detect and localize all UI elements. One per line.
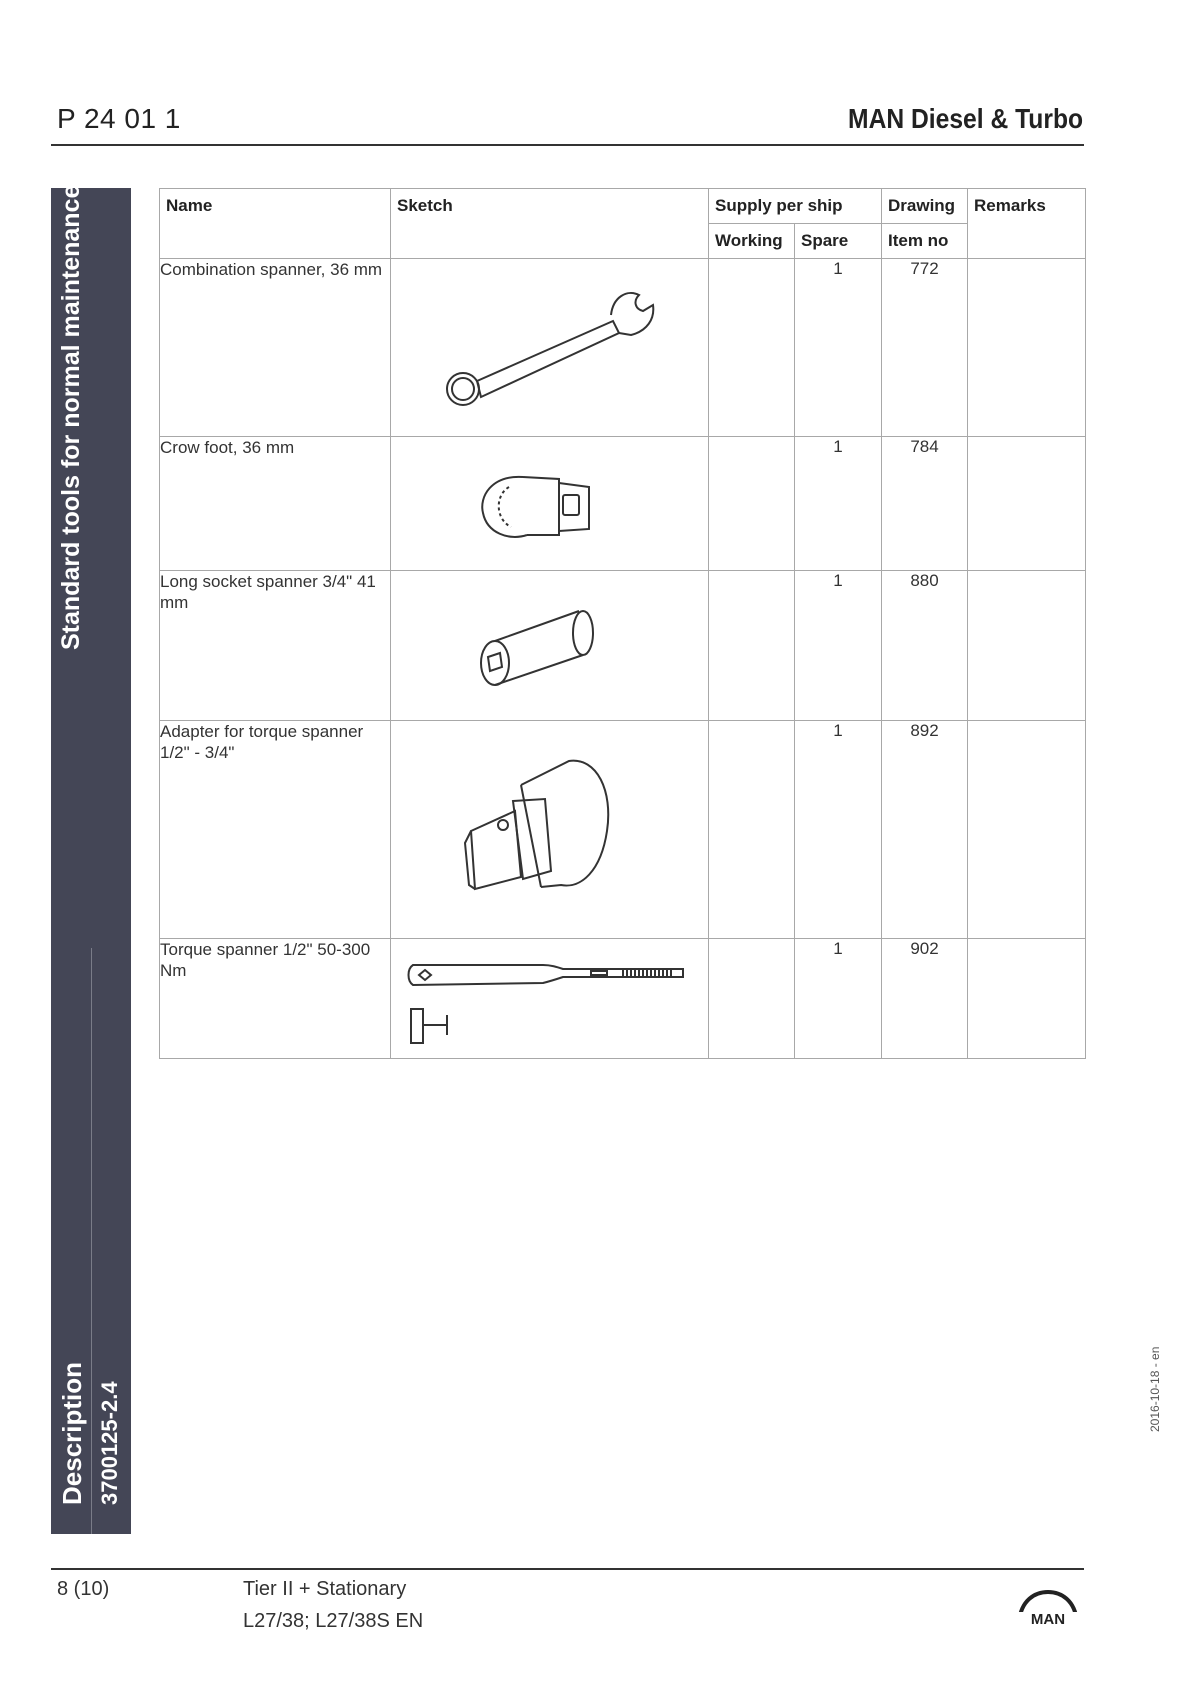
combination-spanner-icon	[391, 259, 709, 435]
spare-qty: 1	[795, 437, 882, 571]
footer-line-2: L27/38; L27/38S EN	[243, 1610, 424, 1632]
sidebar-divider	[91, 948, 92, 1534]
brand-name: MAN Diesel & Turbo	[847, 103, 1083, 134]
working-qty	[709, 721, 795, 939]
tool-name: Adapter for torque spanner 1/2" - 3/4"	[160, 721, 391, 939]
revision-date: 2016-10-18 - en	[1148, 1346, 1162, 1432]
tools-table	[159, 188, 1086, 1059]
document-code: P 24 01 1	[57, 103, 181, 134]
table-header-row	[160, 189, 1086, 224]
working-qty	[709, 571, 795, 721]
remarks	[968, 437, 1086, 571]
header-sketch: Sketch	[391, 189, 709, 259]
header-remarks: Remarks	[968, 189, 1086, 259]
working-qty	[709, 939, 795, 1059]
tool-sketch	[391, 939, 709, 1059]
tool-sketch	[391, 259, 709, 437]
table-row	[160, 721, 1086, 939]
header-rule	[51, 144, 1084, 146]
item-number: 784	[882, 437, 968, 571]
sidebar-section: Description	[57, 1361, 87, 1505]
crow-foot-icon	[391, 437, 709, 569]
man-logo-icon	[1015, 1588, 1081, 1628]
spare-qty: 1	[795, 571, 882, 721]
header-spare: Spare	[795, 224, 882, 259]
spare-qty: 1	[795, 939, 882, 1059]
tool-name: Combination spanner, 36 mm	[160, 259, 391, 437]
tool-name: Crow foot, 36 mm	[160, 437, 391, 571]
sidebar-title: Standard tools for normal maintenance	[57, 184, 85, 650]
adapter-icon	[391, 721, 709, 937]
long-socket-icon	[391, 571, 709, 719]
man-logo	[1015, 1588, 1081, 1633]
item-number: 772	[882, 259, 968, 437]
item-number: 880	[882, 571, 968, 721]
page-number: 8 (10)	[57, 1578, 110, 1600]
tool-sketch	[391, 571, 709, 721]
table-row	[160, 437, 1086, 571]
header-item-no: Item no	[882, 224, 968, 259]
sidebar-code: 3700125-2.4	[97, 1381, 122, 1505]
footer-line-1: Tier II + Stationary	[243, 1578, 407, 1600]
header-name: Name	[160, 189, 391, 259]
item-number: 892	[882, 721, 968, 939]
item-number: 902	[882, 939, 968, 1059]
header-drawing: Drawing	[882, 189, 968, 224]
tool-sketch	[391, 437, 709, 571]
remarks	[968, 721, 1086, 939]
spare-qty: 1	[795, 259, 882, 437]
spare-qty: 1	[795, 721, 882, 939]
working-qty	[709, 259, 795, 437]
remarks	[968, 571, 1086, 721]
logo-text: MAN	[1030, 1611, 1066, 1628]
tool-sketch	[391, 721, 709, 939]
table-row	[160, 259, 1086, 437]
working-qty	[709, 437, 795, 571]
tool-name: Torque spanner 1/2" 50-300 Nm	[160, 939, 391, 1059]
header-working: Working	[709, 224, 795, 259]
table-row	[160, 571, 1086, 721]
header-supply: Supply per ship	[709, 189, 882, 224]
remarks	[968, 259, 1086, 437]
table-row	[160, 939, 1086, 1059]
remarks	[968, 939, 1086, 1059]
tool-name: Long socket spanner 3/4" 41 mm	[160, 571, 391, 721]
footer-rule	[51, 1568, 1084, 1570]
torque-spanner-icon	[391, 939, 709, 1057]
